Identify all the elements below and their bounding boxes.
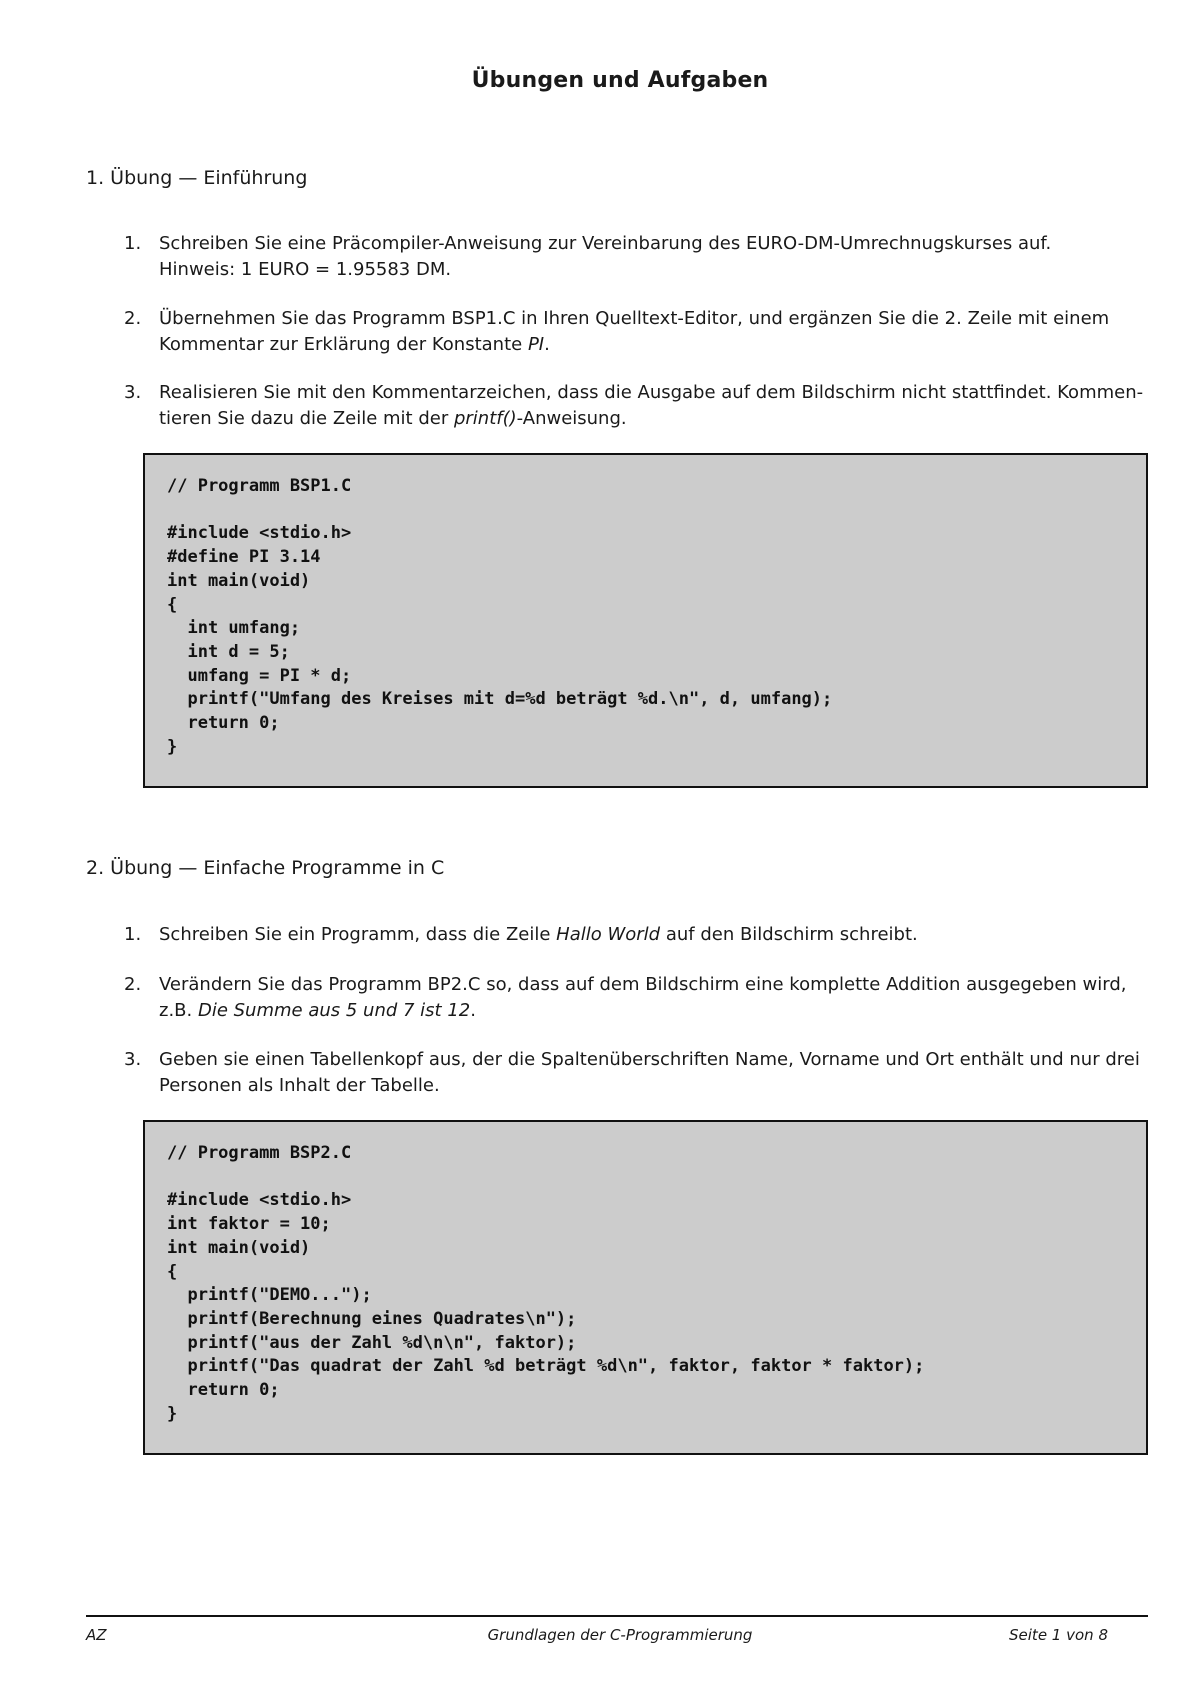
italic-term: PI (527, 334, 545, 355)
code-block-bsp1 (143, 453, 1148, 788)
page-title: Übungen und Aufgaben (471, 68, 769, 93)
footer-course-title: Grundlagen der C-Programmierung (487, 1626, 753, 1644)
task-text: Geben sie einen Tabellenkopf aus, der die Spaltenüberschriften Name, Vorname und Ort enthält und nur drei Personen als Inhalt der Tabelle. (159, 1049, 1140, 1096)
task-text: Verändern Sie das Programm BP2.C so, dass auf dem Bildschirm eine komplette Addition ausgegeben wird, z.B. Die Summe aus 5 und 7 ist 12. (159, 974, 1127, 1021)
task-number: 3. (124, 382, 142, 403)
section-heading-1: 1. Übung — Einführung (86, 167, 308, 189)
footer-page-number: Seite 1 von 8 (1009, 1626, 1108, 1644)
task-number: 1. (124, 924, 142, 945)
task-1-1 (124, 231, 1154, 283)
task-line: Schreiben Sie eine Präcompiler-Anweisung zur Vereinbarung des EURO-DM-Umrechnugskurses auf. (159, 233, 1052, 254)
section-heading-2: 2. Übung — Einfache Programme in C (86, 857, 445, 879)
task-number: 1. (124, 233, 142, 254)
task-number: 2. (124, 974, 142, 995)
task-text: Übernehmen Sie das Programm BSP1.C in Ihren Quelltext-Editor, und ergänzen Sie die 2. Zeile mit einem Kommentar zur Erklärung der Konstante PI. (159, 308, 1110, 355)
task-number: 3. (124, 1049, 142, 1070)
italic-example: Die Summe aus 5 und 7 ist 12 (197, 1000, 471, 1021)
task-1-3 (124, 380, 1154, 432)
italic-term: Hallo World (556, 924, 661, 945)
task-text: Schreiben Sie ein Programm, dass die Zeile Hallo World auf den Bildschirm schreibt. (159, 924, 918, 945)
task-number: 2. (124, 308, 142, 329)
footer-author: AZ (86, 1626, 107, 1644)
task-2-2 (124, 972, 1154, 1024)
task-text (159, 231, 1154, 283)
task-hint: Hinweis: 1 EURO = 1.95583 DM. (159, 259, 452, 280)
task-1-2 (124, 306, 1154, 358)
footer-rule (86, 1615, 1148, 1617)
task-text: Realisieren Sie mit den Kommentarzeichen, dass die Ausgabe auf dem Bildschirm nicht stattfindet. Kommen-tieren Sie dazu die Zeile mit der printf()-Anweisung. (159, 382, 1144, 429)
task-2-1 (124, 922, 1154, 948)
code-listing: // Programm BSP1.C #include <stdio.h> #define PI 3.14 int main(void) { int umfang; int d = 5; umfang = PI * d; printf("Umfang des Kreises mit d=%d beträgt %d.\n", d, umfang); return 0; } (167, 476, 833, 757)
code-block-bsp2 (143, 1120, 1148, 1455)
italic-term: printf() (453, 408, 517, 429)
task-2-3 (124, 1047, 1154, 1099)
code-listing: // Programm BSP2.C #include <stdio.h> int faktor = 10; int main(void) { printf("DEMO..."); printf(Berechnung eines Quadrates\n"); printf("aus der Zahl %d\n\n", faktor); printf("Das quadrat der Zahl %d beträgt %d\n", faktor, faktor * faktor); return 0; } (167, 1143, 925, 1424)
